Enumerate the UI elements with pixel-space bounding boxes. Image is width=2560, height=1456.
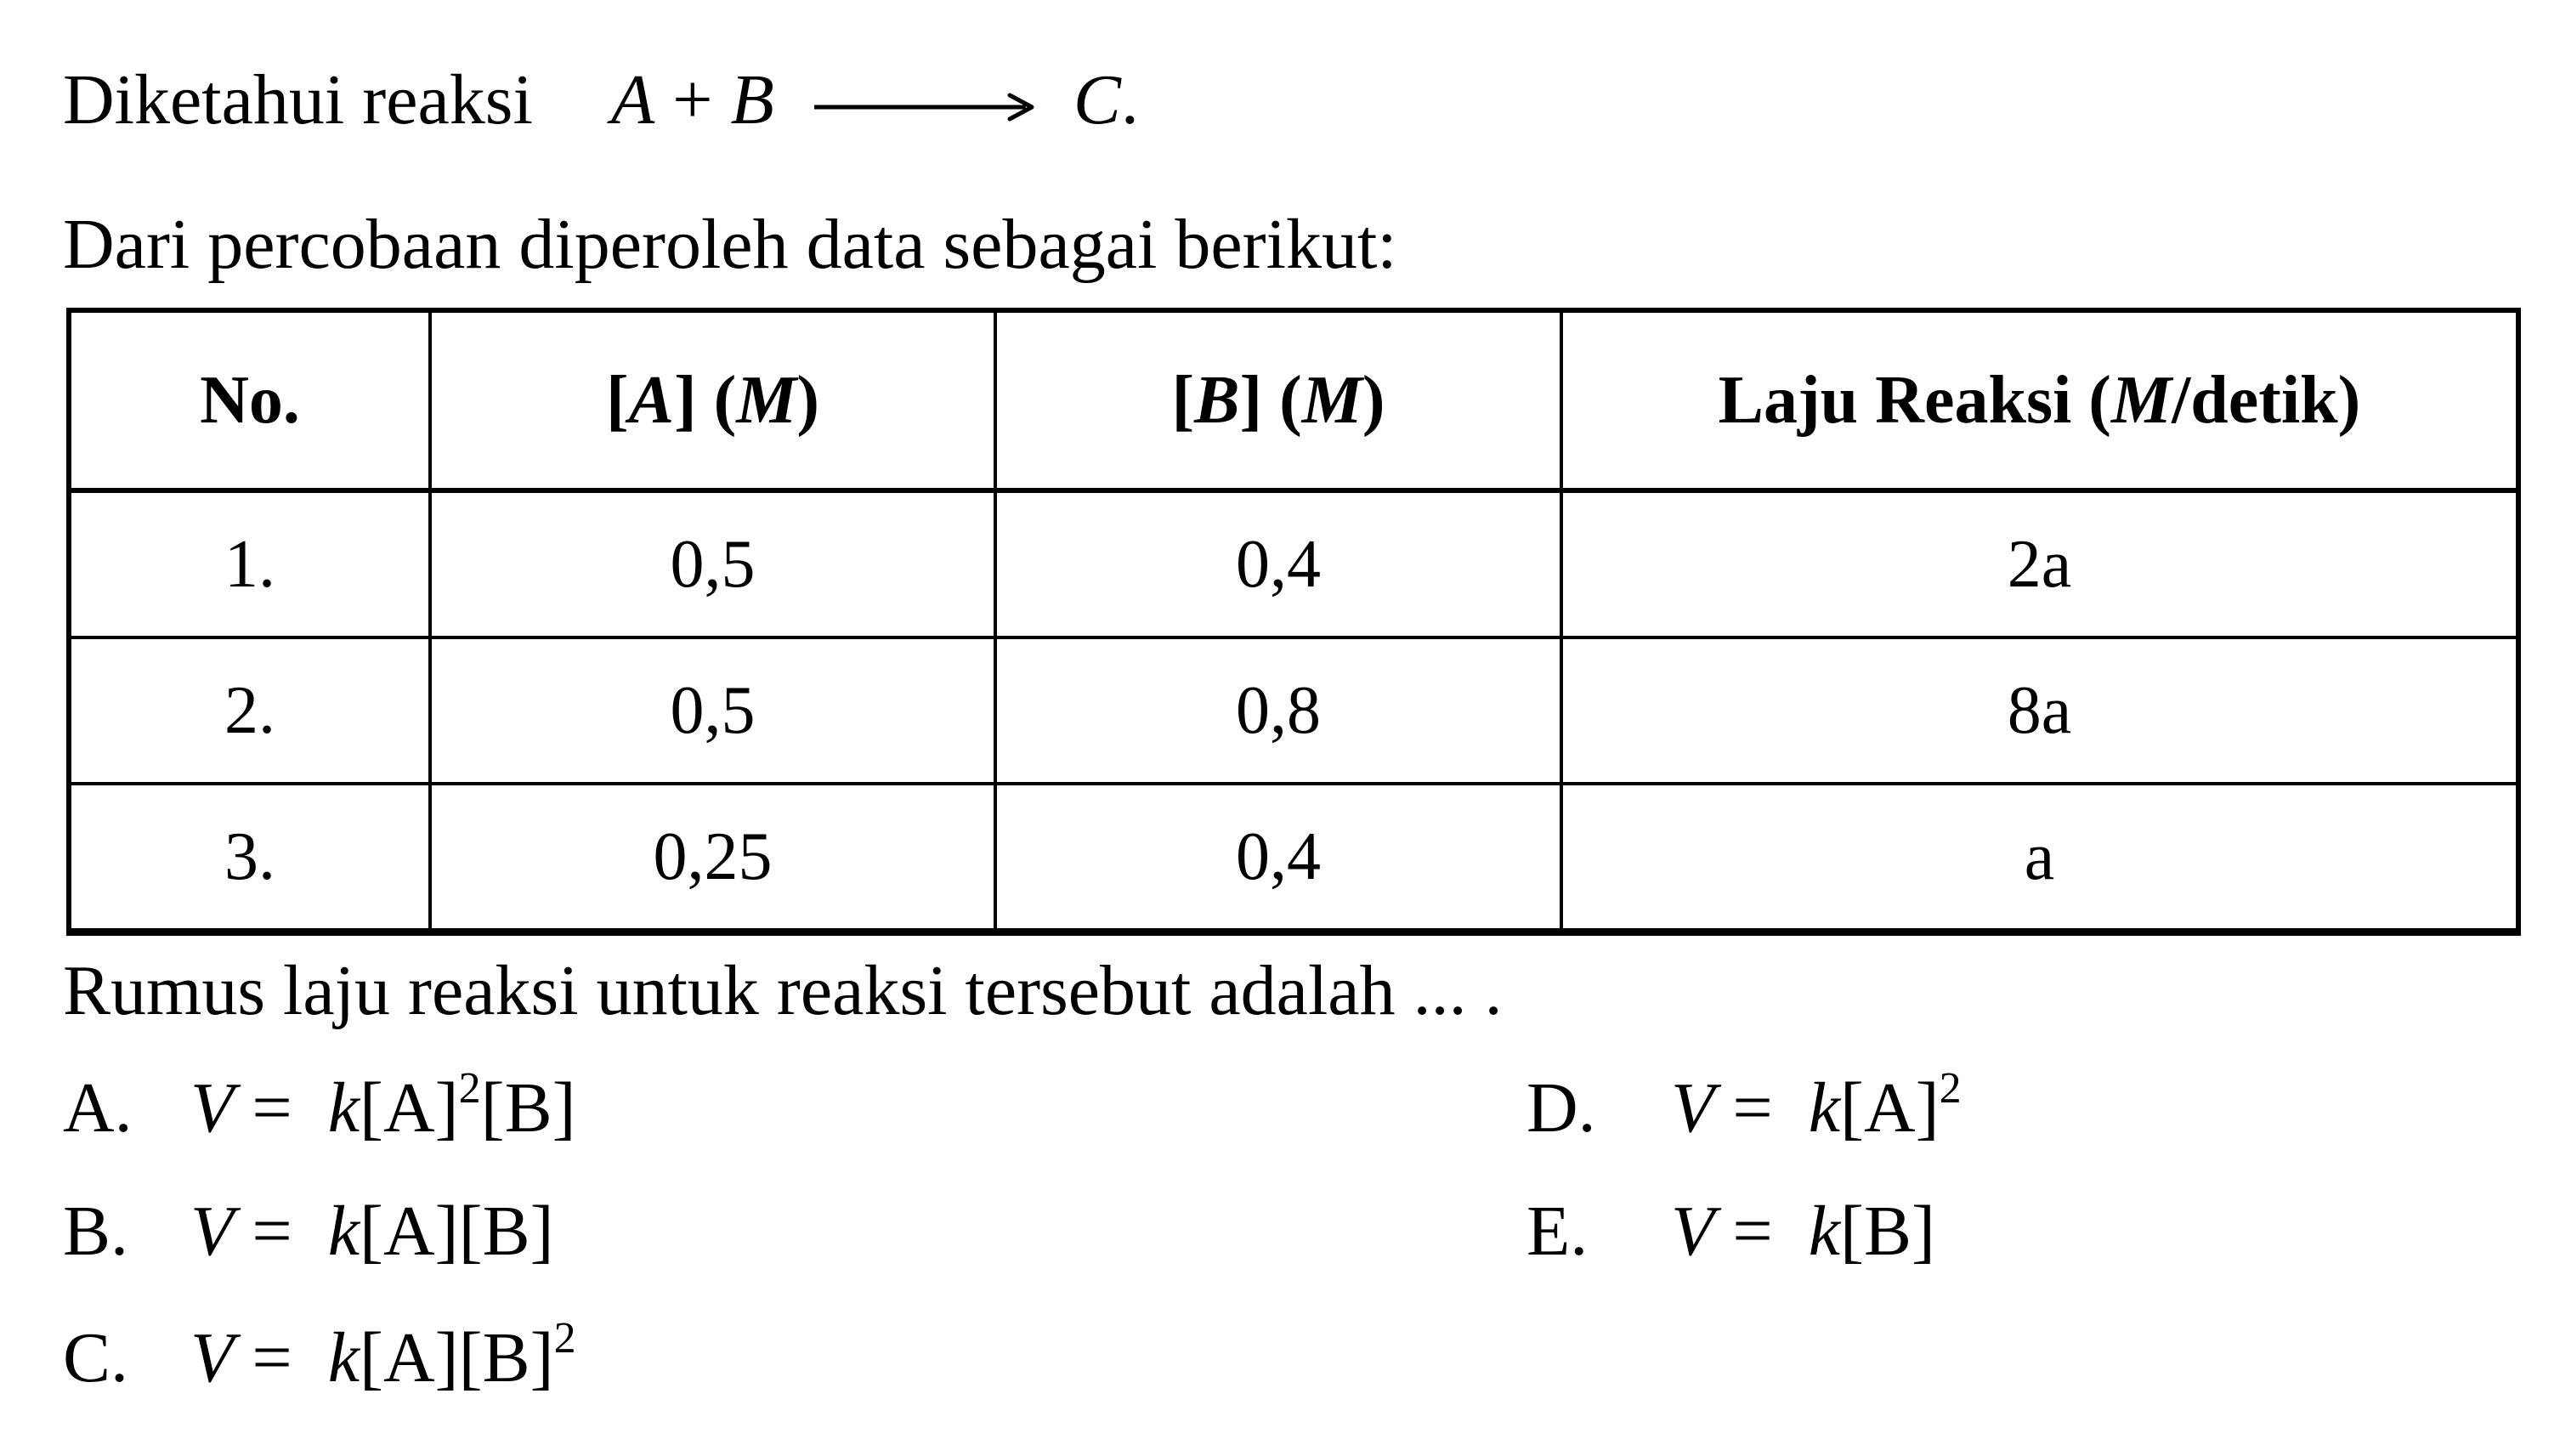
option-e[interactable] [1526, 1192, 1935, 1271]
rate-symbol: V [190, 1318, 235, 1397]
reaction-arrow-icon [809, 90, 1039, 124]
reactant-a: A [610, 60, 655, 139]
cell-no: 2. [69, 637, 430, 784]
reaction-end: . [1120, 60, 1139, 139]
data-intro: Dari percobaan diperoleh data sebagai berikut: [63, 205, 1397, 284]
rate-constant: k [1808, 1068, 1840, 1147]
data-table [66, 308, 2521, 936]
table-header-row [69, 310, 2518, 490]
header-no: No. [69, 310, 430, 490]
cell-b: 0,8 [995, 637, 1561, 784]
equals-sign: = [252, 1068, 292, 1147]
cell-rate: 8a [1561, 637, 2518, 784]
option-label: B. [63, 1192, 129, 1271]
rate-constant: k [327, 1318, 360, 1397]
reaction-line [63, 60, 1139, 139]
expr-part: [A] [1839, 1068, 1940, 1147]
option-c[interactable] [63, 1314, 576, 1397]
header-b: [B] (M) [995, 310, 1561, 490]
rate-constant: k [327, 1068, 360, 1147]
table-row [69, 637, 2518, 784]
rate-symbol: V [190, 1068, 235, 1147]
exponent: 2 [553, 1314, 576, 1363]
cell-a: 0,5 [430, 637, 995, 784]
equals-sign: = [252, 1318, 292, 1397]
option-a[interactable] [63, 1064, 576, 1147]
option-label: E. [1526, 1192, 1589, 1271]
product: C [1073, 60, 1121, 139]
rate-symbol: V [190, 1192, 235, 1271]
exponent: 2 [1939, 1064, 1962, 1113]
expr-part: [B] [480, 1068, 576, 1147]
equals-sign: = [1732, 1068, 1773, 1147]
expr-part: [A] [359, 1068, 459, 1147]
intro-text: Diketahui reaksi [63, 60, 533, 139]
question-prompt: Rumus laju reaksi untuk reaksi tersebut adalah ... . [63, 951, 1503, 1030]
rate-constant: k [327, 1192, 360, 1271]
option-b[interactable] [63, 1192, 554, 1271]
header-a: [A] (M) [430, 310, 995, 490]
option-label: D. [1526, 1068, 1596, 1147]
rate-constant: k [1808, 1192, 1840, 1271]
cell-no: 3. [69, 784, 430, 932]
expr-part: [A][B] [359, 1318, 554, 1397]
rate-symbol: V [1671, 1068, 1715, 1147]
expr-part: [B] [1839, 1192, 1935, 1271]
cell-a: 0,25 [430, 784, 995, 932]
cell-b: 0,4 [995, 784, 1561, 932]
table-row [69, 490, 2518, 637]
expr-part: [A][B] [359, 1192, 554, 1271]
reactant-b: B [730, 60, 774, 139]
cell-no: 1. [69, 490, 430, 637]
exponent: 2 [458, 1064, 481, 1113]
table-row [69, 784, 2518, 932]
cell-a: 0,5 [430, 490, 995, 637]
cell-rate: 2a [1561, 490, 2518, 637]
option-label: C. [63, 1318, 129, 1397]
equals-sign: = [1732, 1192, 1773, 1271]
equals-sign: = [252, 1192, 292, 1271]
option-d[interactable] [1526, 1064, 1962, 1147]
option-label: A. [63, 1068, 133, 1147]
rate-symbol: V [1671, 1192, 1715, 1271]
header-rate: Laju Reaksi (M/detik) [1561, 310, 2518, 490]
cell-rate: a [1561, 784, 2518, 932]
cell-b: 0,4 [995, 490, 1561, 637]
plus-sign: + [672, 60, 713, 139]
